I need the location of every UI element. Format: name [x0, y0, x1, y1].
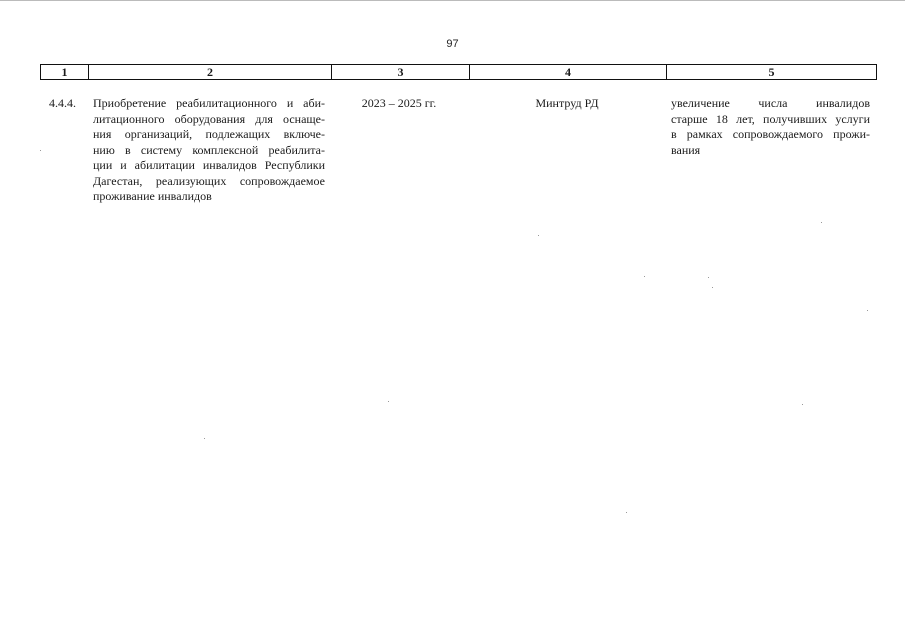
- result-line: в рамках сопровождаемого прожи-: [671, 127, 870, 141]
- scan-speck: [802, 404, 803, 405]
- column-header-5: 5: [666, 65, 877, 79]
- row-period: 2023 – 2025 гг.: [361, 96, 437, 110]
- column-header-3: 3: [331, 65, 469, 79]
- scan-speck: [644, 276, 645, 277]
- page-number: 97: [446, 38, 459, 50]
- description-line: Дагестан, реализующих сопровождаемое: [93, 173, 325, 188]
- scan-speck: [204, 438, 205, 439]
- column-header-4: 4: [469, 65, 666, 79]
- scan-speck: [712, 287, 713, 288]
- column-header-1: 1: [40, 65, 88, 79]
- row-result: [671, 96, 870, 158]
- scan-speck: [867, 310, 868, 311]
- description-line: ции и абилитации инвалидов Республики: [93, 158, 325, 172]
- scan-speck: [40, 150, 41, 151]
- description-line: литационного оборудования для оснаще-: [93, 111, 325, 126]
- result-line: вания: [671, 142, 701, 157]
- column-header-2: 2: [88, 65, 331, 79]
- description-line: проживание инвалидов: [93, 189, 212, 203]
- row-description: [93, 96, 325, 205]
- scan-top-edge: [0, 0, 905, 1]
- row-number: 4.4.4.: [49, 96, 76, 110]
- table-header-row: [40, 64, 877, 80]
- result-line: увеличение числа инвалидов: [671, 96, 870, 110]
- scan-speck: [538, 235, 539, 236]
- description-line: ния организаций, подлежащих включе-: [93, 127, 325, 141]
- scan-speck: [821, 222, 822, 223]
- description-line: Приобретение реабилитационного и аби-: [93, 96, 325, 110]
- scan-speck: [626, 512, 627, 513]
- description-line: нию в систему комплексной реабилита-: [93, 142, 325, 157]
- scan-speck: [708, 277, 709, 278]
- result-line: старше 18 лет, получивших услуги: [671, 111, 870, 126]
- scan-speck: [388, 401, 389, 402]
- row-executor: Минтруд РД: [535, 96, 599, 110]
